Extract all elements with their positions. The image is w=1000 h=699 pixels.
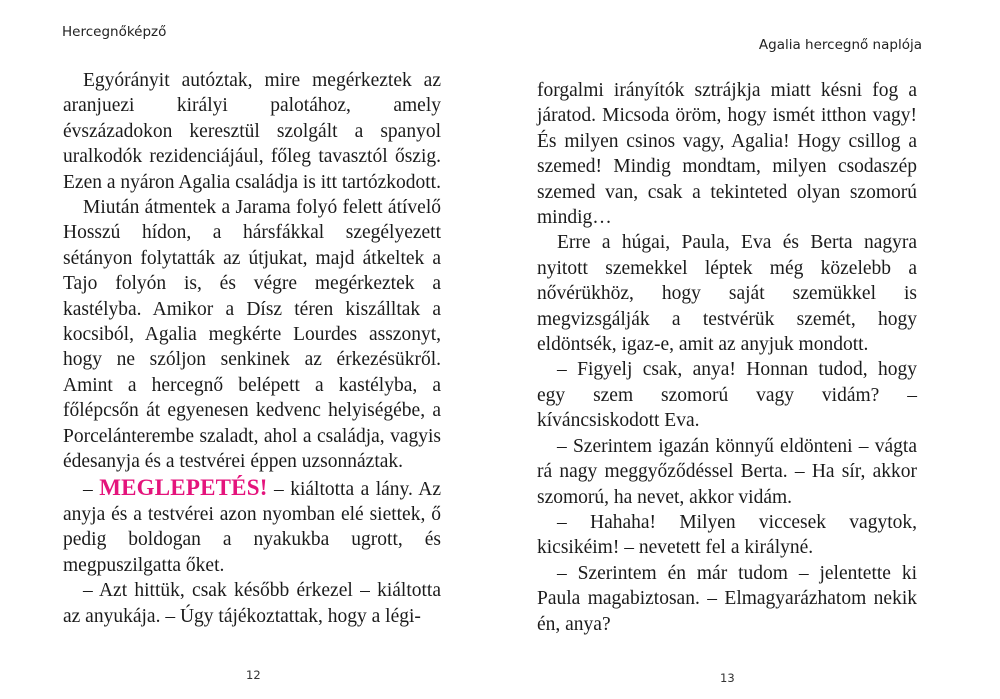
page-number-right: 13 [720, 671, 735, 685]
right-page-text [537, 78, 917, 637]
paragraph: – Szerintem én már tudom – jelentette ki Paula magabiztosan. – Elmagyarázhatom nekik én, anya? [537, 562, 917, 635]
dialogue-dash: – [83, 478, 100, 500]
paragraph: Erre a húgai, Paula, Eva és Berta nagyra nyitott szemekkel léptek még közelebb a nővérükhöz, hogy saját szemükkel is megvizsgálják a testvérük szemét, hogy eldöntsék, igaz-e, amit az anyjuk mondott. [537, 232, 917, 356]
running-header-right: Agalia hercegnő naplója [758, 37, 922, 53]
paragraph: – Hahaha! Milyen viccesek vagytok, kicsikéim! – nevetett fel a királyné. [537, 511, 917, 559]
paragraph: – Figyelj csak, anya! Honnan tudod, hogy egy szem szomorú vagy vidám? – kíváncsiskodott Eva. [537, 359, 917, 432]
paragraph: – Szerintem igazán könnyű eldönteni – vágta rá nagy meggyőződéssel Berta. – Ha sír, akkor szomorú, ha nevet, akkor vidám. [537, 435, 917, 508]
running-header-left: Hercegnőképző [62, 24, 167, 40]
left-page-text [63, 68, 441, 629]
paragraph: Egyórányit autóztak, mire megérkeztek az aranjuezi királyi palotához, amely évszázadokon keresztül szolgált a spanyol uralkodók rezidenciájául, főleg tavasztól őszig. Ezen a nyáron Agalia családja is itt tartózkodott. [63, 70, 441, 193]
paragraph: Miután átmentek a Jarama folyó felett átívelő Hosszú hídon, a hársfákkal szegélyezett sétányon folytatták az útjukat, majd átkeltek a Tajo folyón is, és végre megérkeztek a kastélyba. Amikor a Dísz téren kiszálltak a kocsiból, Agalia megkérte Lourdes asszonyt, hogy ne szóljon senkinek az érkezésükről. Amint a hercegnő belépett a kastélyba, a főlépcsőn át egyenesen kedvenc helyiségébe, a Porcelánterembe szaladt, ahol a családja, vagyis édesanyja és a testvérei éppen uzsonnáztak. [63, 197, 441, 473]
right-page [500, 0, 1000, 699]
continued-paragraph: forgalmi irányítók sztrájkja miatt késni fog a járatod. Micsoda öröm, hogy ismét itthon vagy! És milyen csinos vagy, Agalia! Hogy csillog a szemed! Mindig mondtam, milyen csodaszép szemed van, csak a tekinteted olyan szomorú mindig… [537, 80, 917, 229]
highlighted-exclamation: MEGLEPETÉS! [99, 474, 268, 500]
paragraph: – Azt hittük, csak később érkezel – kiáltotta az anyukája. – Úgy tájékoztattak, hogy a légi- [63, 580, 441, 627]
exclamation-paragraph [63, 475, 441, 579]
page-number-left: 12 [246, 668, 261, 682]
paragraph-rest: – kiáltotta a lány. Az anyja és a testvérei azon nyomban elé siettek, ő pedig boldogan a nyakukba ugrott, és megpuszilgatta őket. [63, 478, 442, 576]
